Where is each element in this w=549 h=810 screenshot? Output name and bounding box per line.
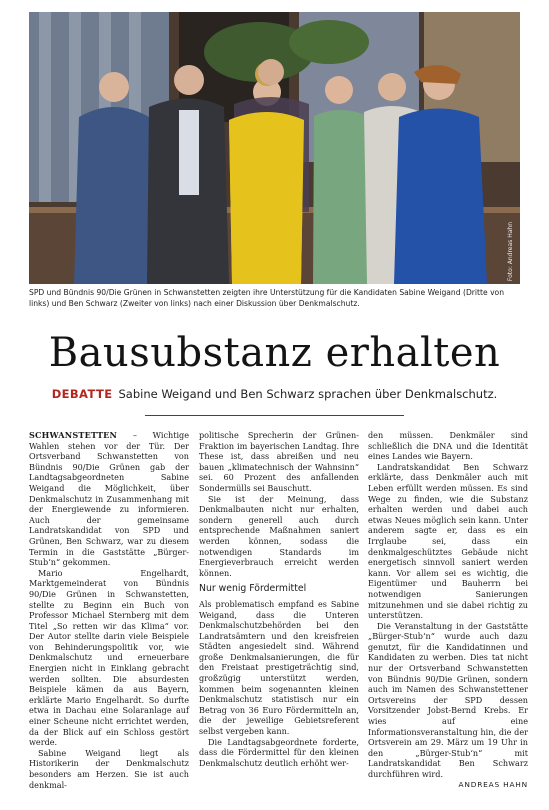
- headline: Bausubstanz erhalten: [48, 330, 501, 376]
- paragraph: Als problematisch empfand es Sabine Weigand, dass die Unteren Denkmalschutzbehörden bei den Landratsämtern und den kreisfreien Städten angesiedelt sind. Während große Denkmalsanierungen, die für den Freistaat prestigeträchtig sind, großzügig unterstützt werden, kommen beim sogenannten kleinen Denkmalschutz statistisch nur ein Betrag von 36 Euro Fördermitteln an, die der jeweilige Gebietsreferent selbst vergeben kann.: [199, 598, 359, 737]
- photo-credit: Foto: Andreas Hahn: [507, 222, 514, 282]
- article-column-3: [368, 430, 528, 790]
- paragraph: Sie ist der Meinung, dass Denkmalbauten nicht nur erhalten, sondern generell auch durch entsprechende Maßnahmen saniert werden können, sodass die notwendigen Standards im Energieverbrauch erreicht werden können.: [199, 493, 359, 578]
- kicker: DEBATTE: [51, 387, 113, 401]
- paragraph: Landratskandidat Ben Schwarz erklärte, dass Denkmäler auch mit Leben erfüllt werden müssen. Es sind Wege zu finden, wie die Substanz erhalten werden und dabei auch etwas Neues möglich sein kann. Unter anderem sagte er, dass es ein Irrglaube sei, dass ein denkmalgeschütztes Gebäude nicht energetisch sinnvoll saniert werden kann. Vor allem sei es wichtig, die Eigentümer und Bauherrn bei notwendigen Sanierungen mitzunehmen und sie dabei richtig zu unterstützen.: [368, 461, 528, 621]
- photo-caption: SPD und Bündnis 90/Die Grünen in Schwanstetten zeigten ihre Unterstützung für die Kandidaten Sabine Weigand (Dritte von links) und Ben Schwarz (Zweiter von links) nach einer Diskussion über Denkmalschutz.: [29, 288, 505, 308]
- paragraph: den müssen. Denkmäler sind schließlich die DNA und die Identität eines Landes wie Bayern.: [368, 430, 528, 462]
- group-photo: [29, 12, 520, 284]
- divider: [145, 415, 404, 416]
- paragraph: Die Landtagsabgeordnete forderte, dass die Fördermittel für den kleinen Denkmalschutz deutlich erhöht wer-: [199, 736, 359, 768]
- subheadline: Sabine Weigand und Ben Schwarz sprachen über Denkmalschutz.: [118, 387, 498, 401]
- article-column-2: [199, 430, 359, 768]
- subheadline-row: [0, 387, 549, 401]
- article-column-1: [29, 430, 189, 790]
- paragraph: Die Veranstaltung in der Gaststätte „Bürger-Stub‘n“ wurde auch dazu genutzt, für die Kandidatinnen und Kandidaten zu werben. Dies tat nicht nur der Ortsverband Schwanstetten von Bündnis 90/Die Grünen, sondern auch im Namen des Schwanstettener Ortsvereins der SPD dessen Vorsitzender Jobst-Bernd Krebs. Er wies auf eine Informationsveranstaltung hin, die der Ortsverein am 29. März um 19 Uhr in den „Bürger-Stub‘n“ mit Landratskandidat Ben Schwarz durchführen wird.: [368, 620, 528, 779]
- dateline: SCHWANSTETTEN: [29, 430, 118, 440]
- paragraph: politische Sprecherin der Grünen-Fraktion im bayerischen Landtag. Ihre These ist, dass abreißen und neu bauen „klimatechnisch der Wahnsinn“ sei. 60 Prozent des anfallenden Sondermülls sei Bauschutt.: [199, 430, 359, 493]
- author-byline: ANDREAS HAHN: [458, 779, 528, 789]
- paragraph: Sabine Weigand liegt als Historikerin der Denkmalschutz besonders am Herzen. Sie ist auch denkmal-: [29, 747, 189, 790]
- group-photo-illustration: [29, 12, 520, 284]
- section-subhead: Nur wenig Fördermittel: [199, 583, 307, 595]
- paragraph: [29, 430, 189, 568]
- paragraph-text: – Wichtige Wahlen stehen vor der Tür. Der Ortsverband Schwanstetten von Bündnis 90/Die Grünen gab der Landtagsabgeordneten Sabine Weigand die Möglichkeit, über Denkmalschutz in Zusammenhang mit der Energiewende zu informieren. Auch der gemeinsame Landratskandidat von SPD und Grünen, Ben Schwarz, war zu diesem Termin in die Gaststätte „Bürger-Stub‘n“ gekommen.: [29, 430, 189, 568]
- paragraph: Mario Engelhardt, Marktgemeinderat von Bündnis 90/Die Grünen in Schwanstetten, stellte zu Beginn ein Buch von Professor Michael Sternberg mit dem Titel „So retten wir das Klima“ vor. Der Autor stellte darin viele Beispiele von Behinderungspolitik vor, wie Denkmalschutz und erneuerbare Energien nicht in Einklang gebracht werden sollten. Die absurdesten Beispiele kämen da aus Bayern, erklärte Mario Engelhardt. So durfte etwa in Dachau eine Solaranlage auf einer Scheune nicht errichtet werden, da der Blick auf ein Schloss gestört werde.: [29, 567, 189, 748]
